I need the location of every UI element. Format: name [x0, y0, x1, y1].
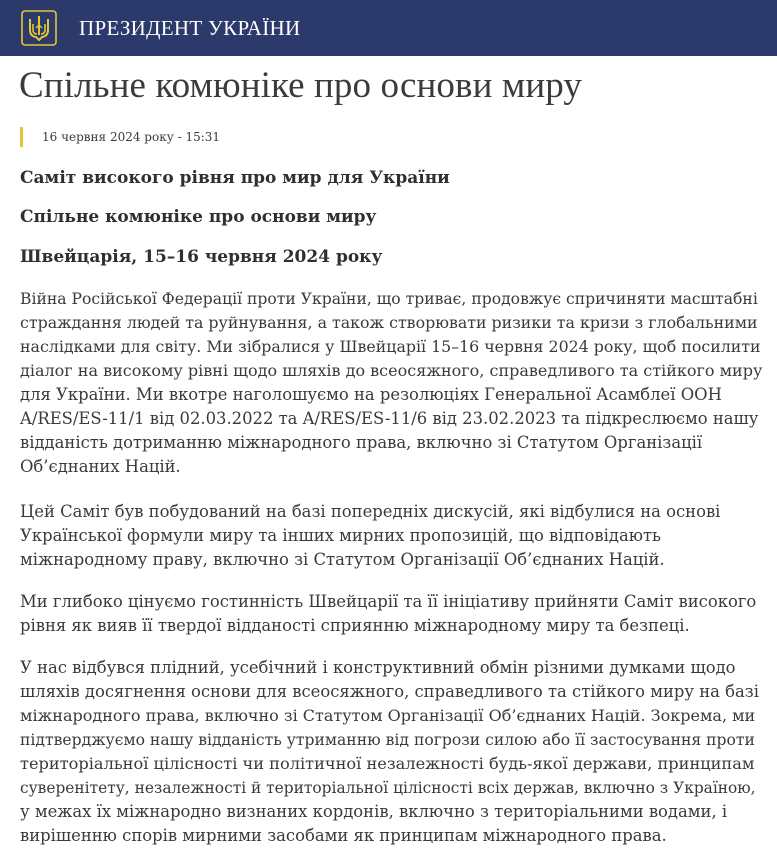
paragraph-1 [20, 287, 763, 479]
paragraph-line: наслідками для світу. Ми зібралися у Швейцарії 15–16 червня 2024 року, щоб посилити [20, 337, 761, 356]
article-date [20, 127, 220, 147]
paragraph-line: вирішенню спорів мирними засобами як принципам міжнародного права. [20, 826, 667, 845]
subheading-summit: Саміт високого рівня про мир для України [20, 168, 450, 188]
paragraph-line: діалог на високому рівні щодо шляхів до всеосяжного, справедливого та стійкого миру [20, 361, 763, 380]
paragraph-line: Об’єднаних Націй. [20, 457, 181, 476]
paragraph-line: відданість дотриманню міжнародного права, включно зі Статутом Організації [20, 433, 703, 452]
paragraph-3 [20, 590, 760, 638]
paragraph-line: A/RES/ES-11/1 від 02.03.2022 та A/RES/ES-11/6 від 23.02.2023 та підкреслюємо нашу [20, 409, 759, 428]
paragraph-2 [20, 500, 760, 572]
paragraph-line: У нас відбувся плідний, усебічний і конструктивний обмін різними думками щодо [20, 658, 736, 677]
paragraph-line: для України. Ми вкотре наголошуємо на резолюціях Генеральної Асамблеї ООН [20, 385, 722, 404]
paragraph-line: Ми глибоко цінуємо гостинність Швейцарії та її ініціативу прийняти Саміт високого [20, 592, 757, 611]
paragraph-line: міжнародного права, включно зі Статутом Організації Об’єднаних Націй. Зокрема, ми [20, 706, 756, 725]
paragraph-line: Цей Саміт був побудований на базі попередніх дискусій, які відбулися на основі [20, 502, 721, 521]
date-text: 16 червня 2024 року - 15:31 [42, 130, 221, 144]
paragraph-line: міжнародному праву, включно зі Статутом Організації Об’єднаних Націй. [20, 550, 665, 569]
paragraph-line: підтверджуємо нашу відданість утриманню від погрози силою або її застосування проти [20, 731, 755, 749]
trident-icon[interactable] [21, 10, 57, 46]
paragraph-line: територіальної цілісності чи політичної незалежності будь-якої держави, принципам [20, 754, 755, 773]
paragraph-line: шляхів досягнення основи для всеосяжного, справедливого та стійкого миру на базі [20, 682, 759, 701]
date-accent-bar [20, 127, 23, 147]
paragraph-line: страждання людей та руйнування, а також створювати ризики та кризи з глобальними [20, 313, 758, 332]
paragraph-line: Війна Російської Федерації проти України, що триває, продовжує спричиняти масштабні [20, 290, 758, 308]
page-title: Спільне комюніке про основи миру [19, 65, 582, 106]
subheading-location-date: Швейцарія, 15–16 червня 2024 року [20, 247, 383, 267]
subheading-communique: Спільне комюніке про основи миру [20, 207, 377, 227]
site-title[interactable]: ПРЕЗИДЕНТ УКРАЇНИ [79, 15, 301, 40]
paragraph-4 [20, 656, 760, 848]
paragraph-line: рівня як вияв її твердої відданості сприянню міжнародному миру та безпеці. [20, 616, 690, 635]
paragraph-line: у межах їх міжнародно визнаних кордонів, включно з територіальними водами, і [20, 802, 728, 821]
paragraph-line: суверенітету, незалежності й територіальної цілісності всіх держав, включно з Україною, [20, 779, 756, 797]
paragraph-line: Української формули миру та інших мирних пропозицій, що відповідають [20, 526, 661, 545]
site-header [0, 0, 777, 56]
